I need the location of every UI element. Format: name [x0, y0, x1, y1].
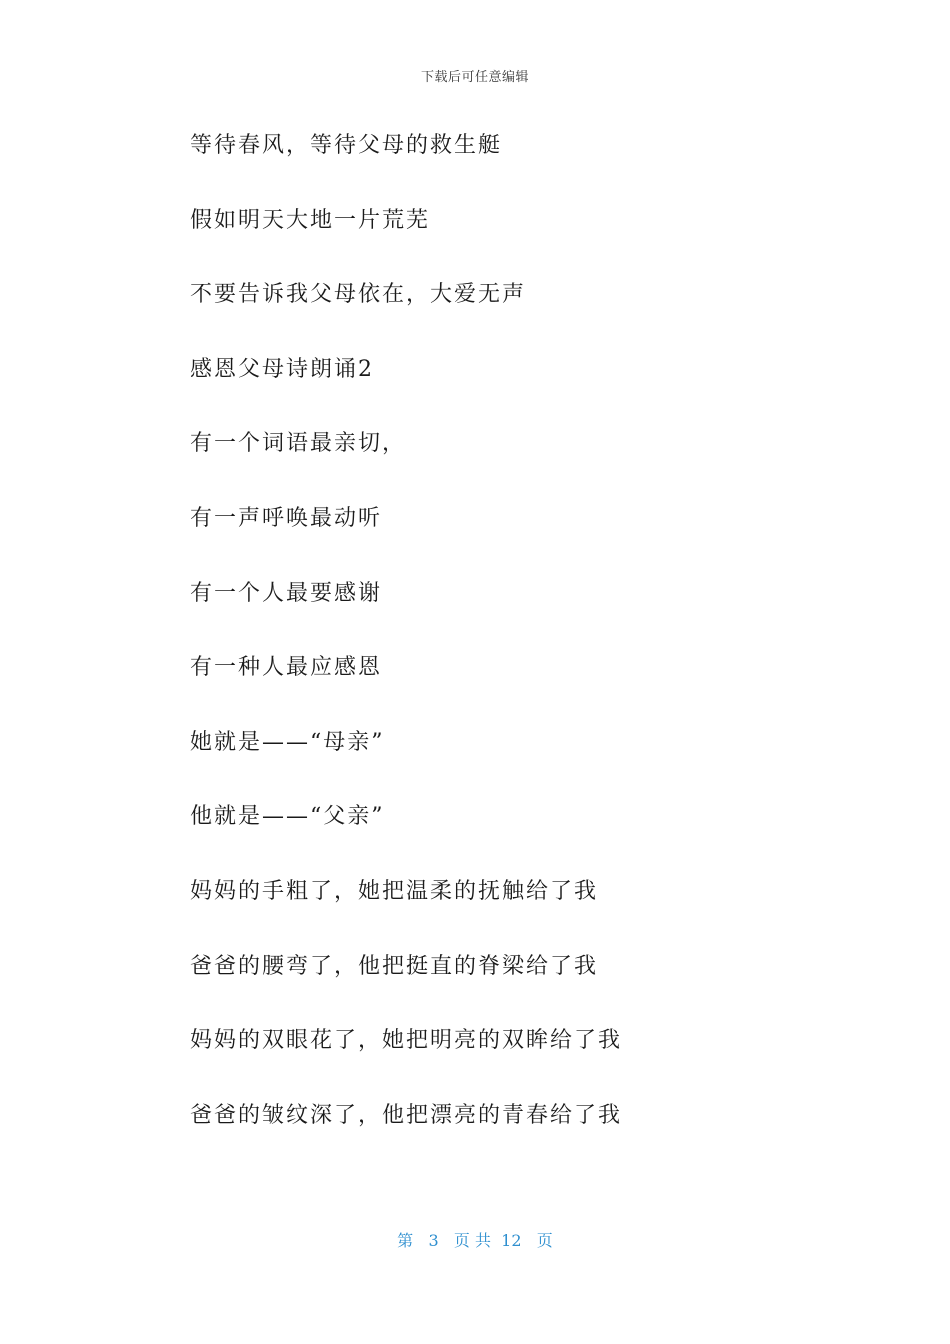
poem-line: 有一个人最要感谢 [190, 580, 383, 606]
page-footer [0, 1228, 950, 1251]
poem-line: 等待春风，等待父母的救生艇 [190, 133, 503, 158]
page-header: 下载后可任意编辑 [420, 70, 529, 85]
poem-line: 爸爸的皱纹深了，他把漂亮的青春给了我 [190, 1102, 623, 1128]
total-page-count: 12 [501, 1231, 522, 1250]
poem-line: 有一个词语最亲切， [190, 431, 407, 457]
footer-middle: 页 共 [453, 1231, 491, 1250]
poem-line: 她就是——“母亲” [190, 729, 385, 755]
poem-line: 有一种人最应感恩 [190, 655, 383, 681]
poem-line: 不要告诉我父母依在，大爱无声 [190, 282, 527, 308]
poem-line: 假如明天大地一片荒芜 [190, 207, 431, 233]
poem-line: 爸爸的腰弯了，他把挺直的脊梁给了我 [190, 953, 599, 979]
poem-line: 妈妈的双眼花了，她把明亮的双眸给了我 [190, 1028, 623, 1054]
current-page-number: 3 [428, 1231, 439, 1250]
poem-line: 他就是——“父亲” [190, 804, 385, 830]
poem-body [190, 130, 890, 1174]
section-title: 感恩父母诗朗诵2 [190, 356, 374, 382]
footer-prefix: 第 [397, 1231, 414, 1250]
poem-line: 有一声呼唤最动听 [190, 505, 383, 531]
poem-line: 妈妈的手粗了，她把温柔的抚触给了我 [190, 878, 599, 904]
footer-suffix: 页 [536, 1231, 553, 1250]
